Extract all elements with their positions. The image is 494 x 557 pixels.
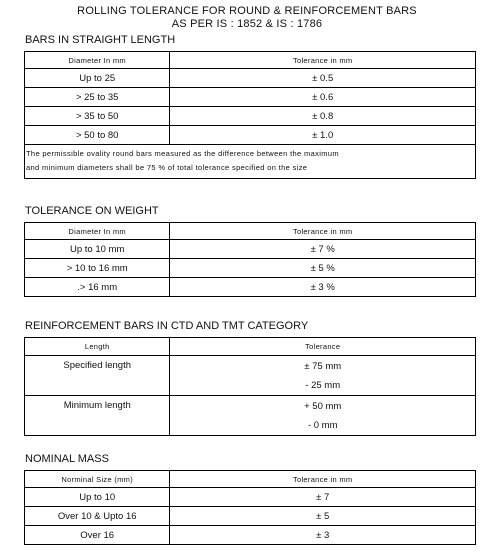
tolerance-cell: ± 5 <box>170 507 476 526</box>
diameter-cell: > 50 to 80 <box>25 126 170 145</box>
tolerance-cell: ± 0.6 <box>170 88 476 107</box>
section-heading-nominal-mass: NOMINAL MASS <box>25 453 109 465</box>
tolerance-lower: - 25 mm <box>305 379 341 391</box>
size-cell: Over 10 & Upto 16 <box>25 507 170 526</box>
section-heading-tolerance-on-weight: TOLERANCE ON WEIGHT <box>25 205 159 217</box>
diameter-cell: > 25 to 35 <box>25 88 170 107</box>
table-row <box>25 69 476 88</box>
tolerance-cell: ± 5 % <box>170 259 476 278</box>
diameter-cell: Up to 10 mm <box>25 240 170 259</box>
table-row <box>25 526 476 545</box>
tolerance-cell <box>170 356 476 396</box>
tolerance-cell: ± 1.0 <box>170 126 476 145</box>
nominal-mass-table <box>24 470 476 545</box>
size-cell: Up to 10 <box>25 488 170 507</box>
diameter-cell: > 10 to 16 mm <box>25 259 170 278</box>
table-row <box>25 107 476 126</box>
table-row <box>25 259 476 278</box>
tolerance-upper: ± 75 mm <box>304 360 342 372</box>
length-cell <box>25 356 170 396</box>
tolerance-upper: + 50 mm <box>304 400 342 412</box>
column-header-tolerance: Tolerance in mm <box>170 52 476 69</box>
table-row <box>25 88 476 107</box>
table-row <box>25 396 476 436</box>
column-header-tolerance: Tolerance <box>170 338 476 356</box>
ovality-note <box>25 145 476 179</box>
document-title: ROLLING TOLERANCE FOR ROUND & REINFORCEMENT BARS <box>77 5 417 17</box>
diameter-cell: Up to 25 <box>25 69 170 88</box>
length-label: Specified length <box>63 360 132 371</box>
tolerance-cell <box>170 396 476 436</box>
ovality-note-line-1: The permissible ovality round bars measured as the difference between the maximum <box>26 149 339 158</box>
tolerance-cell: ± 0.5 <box>170 69 476 88</box>
section-heading-reinforcement-bars: REINFORCEMENT BARS IN CTD AND TMT CATEGORY <box>25 320 309 332</box>
table-row <box>25 126 476 145</box>
column-header-diameter: Diameter In mm <box>25 52 170 69</box>
column-header-nominal-size: Norminal Size (mm) <box>25 471 170 488</box>
tolerance-cell: ± 3 <box>170 526 476 545</box>
table-row <box>25 507 476 526</box>
tolerance-cell: ± 7 <box>170 488 476 507</box>
length-label: Minimum length <box>63 400 131 411</box>
section-heading-straight-length: BARS IN STRAIGHT LENGTH <box>25 34 176 46</box>
column-header-tolerance: Tolerance in mm <box>170 471 476 488</box>
length-cell <box>25 396 170 436</box>
table-row <box>25 278 476 297</box>
document-subtitle: AS PER IS : 1852 & IS : 1786 <box>171 18 323 30</box>
size-cell: Over 16 <box>25 526 170 545</box>
diameter-cell: > 35 to 50 <box>25 107 170 126</box>
ovality-note-line-2: and minimum diameters shall be 75 % of total tolerance specified on the size <box>26 163 308 172</box>
table-row <box>25 240 476 259</box>
straight-length-table <box>24 51 476 179</box>
table-row <box>25 488 476 507</box>
tolerance-cell: ± 3 % <box>170 278 476 297</box>
reinforcement-bars-table <box>24 337 476 436</box>
tolerance-lower: - 0 mm <box>307 419 338 431</box>
tolerance-on-weight-table <box>24 222 476 297</box>
tolerance-cell: ± 0.8 <box>170 107 476 126</box>
column-header-diameter: Diameter In mm <box>25 223 170 240</box>
diameter-cell: .> 16 mm <box>25 278 170 297</box>
column-header-tolerance: Tolerance in mm <box>170 223 476 240</box>
tolerance-cell: ± 7 % <box>170 240 476 259</box>
column-header-length: Length <box>25 338 170 356</box>
table-row <box>25 356 476 396</box>
